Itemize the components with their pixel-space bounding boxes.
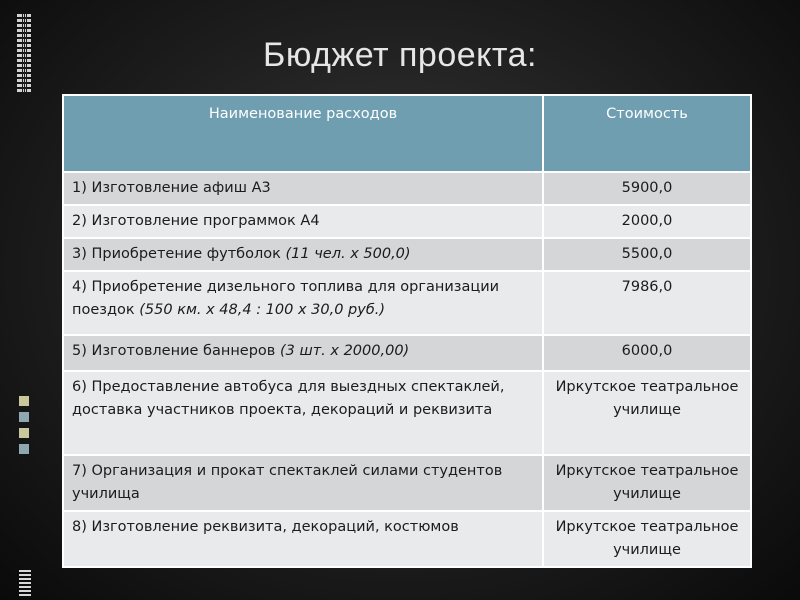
- expense-name-cell: [63, 511, 543, 567]
- table-row: [63, 205, 751, 238]
- cost-cell: 7986,0: [543, 271, 751, 335]
- expense-name: 3) Приобретение футболок: [72, 246, 286, 262]
- table-row: [63, 335, 751, 371]
- cost-cell: 5900,0: [543, 172, 751, 205]
- expense-name-cell: [63, 238, 543, 271]
- cost-cell: Иркутское театральное училище: [543, 455, 751, 511]
- expense-name-cell: [63, 371, 543, 455]
- slide-title: Бюджет проекта:: [263, 36, 537, 74]
- cost-cell: Иркутское театральное училище: [543, 511, 751, 567]
- deco-square: [19, 412, 29, 422]
- expense-calc: (3 шт. х 2000,00): [279, 343, 410, 359]
- expense-name: 5) Изготовление баннеров: [72, 343, 280, 359]
- expense-name-cell: [63, 455, 543, 511]
- cost-cell: Иркутское театральное училище: [543, 371, 751, 455]
- decorative-squares: [19, 396, 31, 454]
- table-row: [63, 455, 751, 511]
- cost-cell: 2000,0: [543, 205, 751, 238]
- expense-name-cell: [63, 271, 543, 335]
- table-row: [63, 172, 751, 205]
- table-row: [63, 511, 751, 567]
- decorative-stripes-bottom: [19, 570, 31, 596]
- expense-name-cell: [63, 172, 543, 205]
- deco-square: [19, 444, 29, 454]
- expense-name: 1) Изготовление афиш А3: [72, 180, 271, 196]
- expense-calc: (550 км. х 48,4 : 100 х 30,0 руб.): [139, 302, 386, 318]
- budget-table: [62, 94, 752, 568]
- table-header-row: [63, 95, 751, 172]
- expense-calc: (11 чел. х 500,0): [285, 246, 411, 262]
- expense-name-cell: [63, 335, 543, 371]
- cost-cell: 5500,0: [543, 238, 751, 271]
- table-row: [63, 238, 751, 271]
- deco-square: [19, 396, 29, 406]
- expense-name: 2) Изготовление программок А4: [72, 213, 320, 229]
- expense-name: 7) Организация и прокат спектаклей силами студентов училища: [72, 463, 503, 502]
- expense-name-cell: [63, 205, 543, 238]
- expense-name: 8) Изготовление реквизита, декораций, костюмов: [72, 519, 459, 535]
- deco-square: [19, 428, 29, 438]
- expense-name: 4) Приобретение дизельного топлива для организации поездок: [72, 279, 500, 318]
- table-row: [63, 271, 751, 335]
- table-row: [63, 371, 751, 455]
- header-expense-name: Наименование расходов: [63, 95, 543, 172]
- expense-name: 6) Предоставление автобуса для выездных спектаклей, доставка участников проекта, декораций и реквизита: [72, 379, 505, 418]
- header-cost: Стоимость: [543, 95, 751, 172]
- cost-cell: 6000,0: [543, 335, 751, 371]
